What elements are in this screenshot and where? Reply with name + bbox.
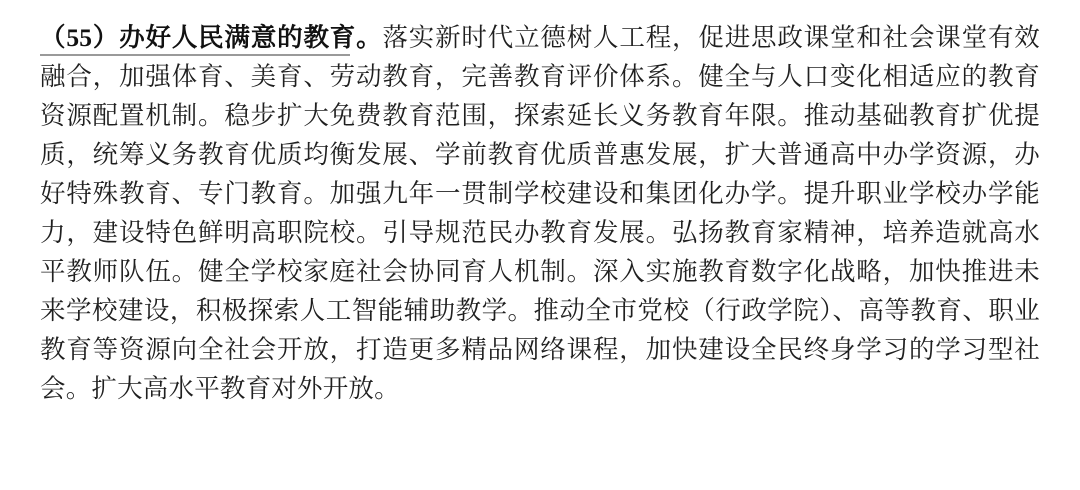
- clause-body: 落实新时代立德树人工程，促进思政课堂和社会课堂有效融合，加强体育、美育、劳动教育，完善教育评价体系。健全与人口变化相适应的教育资源配置机制。稳步扩大免费教育范围，探索延长义务教育年限。推动基础教育扩优提质，统筹义务教育优质均衡发展、学前教育优质普惠发展，扩大普通高中办学资源，办好特殊教育、专门教育。加强九年一贯制学校建设和集团化办学。提升职业学校办学能力，建设特色鲜明高职院校。引导规范民办教育发展。弘扬教育家精神，培养造就高水平教师队伍。健全学校家庭社会协同育人机制。深入实施教育数字化战略，加快推进未来学校建设，积极探索人工智能辅助教学。推动全市党校（行政学院）、高等教育、职业教育等资源向全社会开放，打造更多精品网络课程，加快建设全民终身学习的学习型社会。扩大高水平教育对外开放。: [40, 23, 1040, 403]
- clause-number: （55）: [40, 23, 120, 52]
- clause-article: [40, 18, 1040, 408]
- clause-paragraph: [40, 18, 1040, 408]
- clause-title: 办好人民满意的教育。: [119, 23, 383, 52]
- heading-underline: [40, 54, 350, 56]
